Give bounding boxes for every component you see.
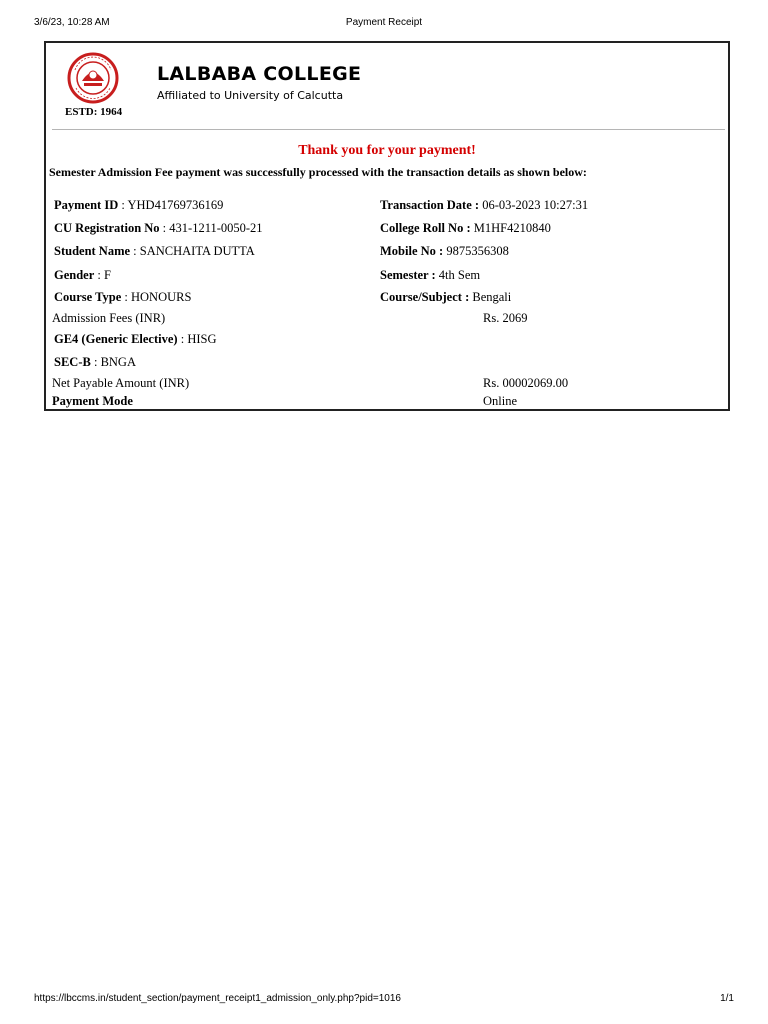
admission-fees-label: Admission Fees (INR)	[52, 311, 166, 325]
course-type-label: Course Type	[54, 290, 122, 304]
mobile-value: 9875356308	[446, 244, 509, 258]
course-type-value: HONOURS	[130, 290, 192, 304]
college-seal-icon	[67, 52, 119, 104]
mobile-label: Mobile No :	[380, 244, 444, 258]
page-url: https://lbccms.in/student_section/payment_receipt1_admission_only.php?pid=1016	[34, 993, 401, 1004]
transaction-date-value: 06-03-2023 10:27:31	[482, 198, 589, 212]
admission-fees-value: Rs. 2069	[483, 311, 528, 325]
thank-you-message: Thank you for your payment!	[298, 143, 476, 158]
college-logo	[67, 52, 119, 104]
payment-id-label: Payment ID	[54, 198, 119, 212]
college-affiliation: Affiliated to University of Calcutta	[157, 89, 344, 102]
cu-registration-label: CU Registration No	[54, 221, 160, 235]
receipt-card	[44, 41, 730, 411]
intro-text: Semester Admission Fee payment was successfully processed with the transaction details as shown below:	[49, 165, 587, 179]
semester-label: Semester :	[380, 268, 436, 282]
college-roll-value: M1HF4210840	[473, 221, 551, 235]
student-name-label: Student Name	[54, 244, 131, 258]
payment-id-field: Payment ID : YHD41769736169	[54, 198, 224, 212]
net-payable-label: Net Payable Amount (INR)	[52, 376, 190, 390]
semester-field	[380, 268, 480, 283]
course-subject-field	[380, 290, 511, 305]
print-title: Payment Receipt	[345, 17, 423, 28]
ge4-field: GE4 (Generic Elective) : HISG	[54, 332, 217, 346]
payment-id-value: YHD41769736169	[127, 198, 224, 212]
semester-value: 4th Sem	[438, 268, 481, 282]
transaction-date-field	[380, 198, 588, 213]
course-subject-label: Course/Subject :	[380, 290, 470, 304]
mobile-field	[380, 244, 509, 259]
transaction-date-label: Transaction Date :	[380, 198, 480, 212]
payment-mode-label: Payment Mode	[52, 394, 133, 408]
college-roll-field	[380, 221, 551, 236]
ge4-label: GE4 (Generic Elective)	[54, 332, 178, 346]
ge4-value: HISG	[187, 332, 217, 346]
print-header	[0, 17, 768, 31]
college-roll-label: College Roll No :	[380, 221, 471, 235]
net-payable-value: Rs. 00002069.00	[483, 376, 569, 390]
course-subject-value: Bengali	[472, 290, 512, 304]
page-number: 1/1	[720, 993, 734, 1004]
college-name: LALBABA COLLEGE	[157, 63, 362, 85]
cu-registration-value: 431-1211-0050-21	[169, 221, 263, 235]
student-name-value: SANCHAITA DUTTA	[139, 244, 255, 258]
gender-label: Gender	[54, 268, 95, 282]
cu-registration-field: CU Registration No : 431-1211-0050-21	[54, 221, 263, 235]
gender-value: F	[104, 268, 111, 282]
payment-mode-value: Online	[483, 394, 518, 408]
header-divider	[52, 129, 725, 130]
student-name-field: Student Name : SANCHAITA DUTTA	[54, 244, 255, 258]
course-type-field: Course Type : HONOURS	[54, 290, 192, 304]
sec-b-field: SEC-B : BNGA	[54, 355, 136, 369]
print-datetime: 3/6/23, 10:28 AM	[34, 17, 110, 28]
gender-field: Gender : F	[54, 268, 111, 282]
established-year: ESTD: 1964	[65, 106, 123, 118]
sec-b-value: BNGA	[100, 355, 136, 369]
sec-b-label: SEC-B	[54, 355, 91, 369]
